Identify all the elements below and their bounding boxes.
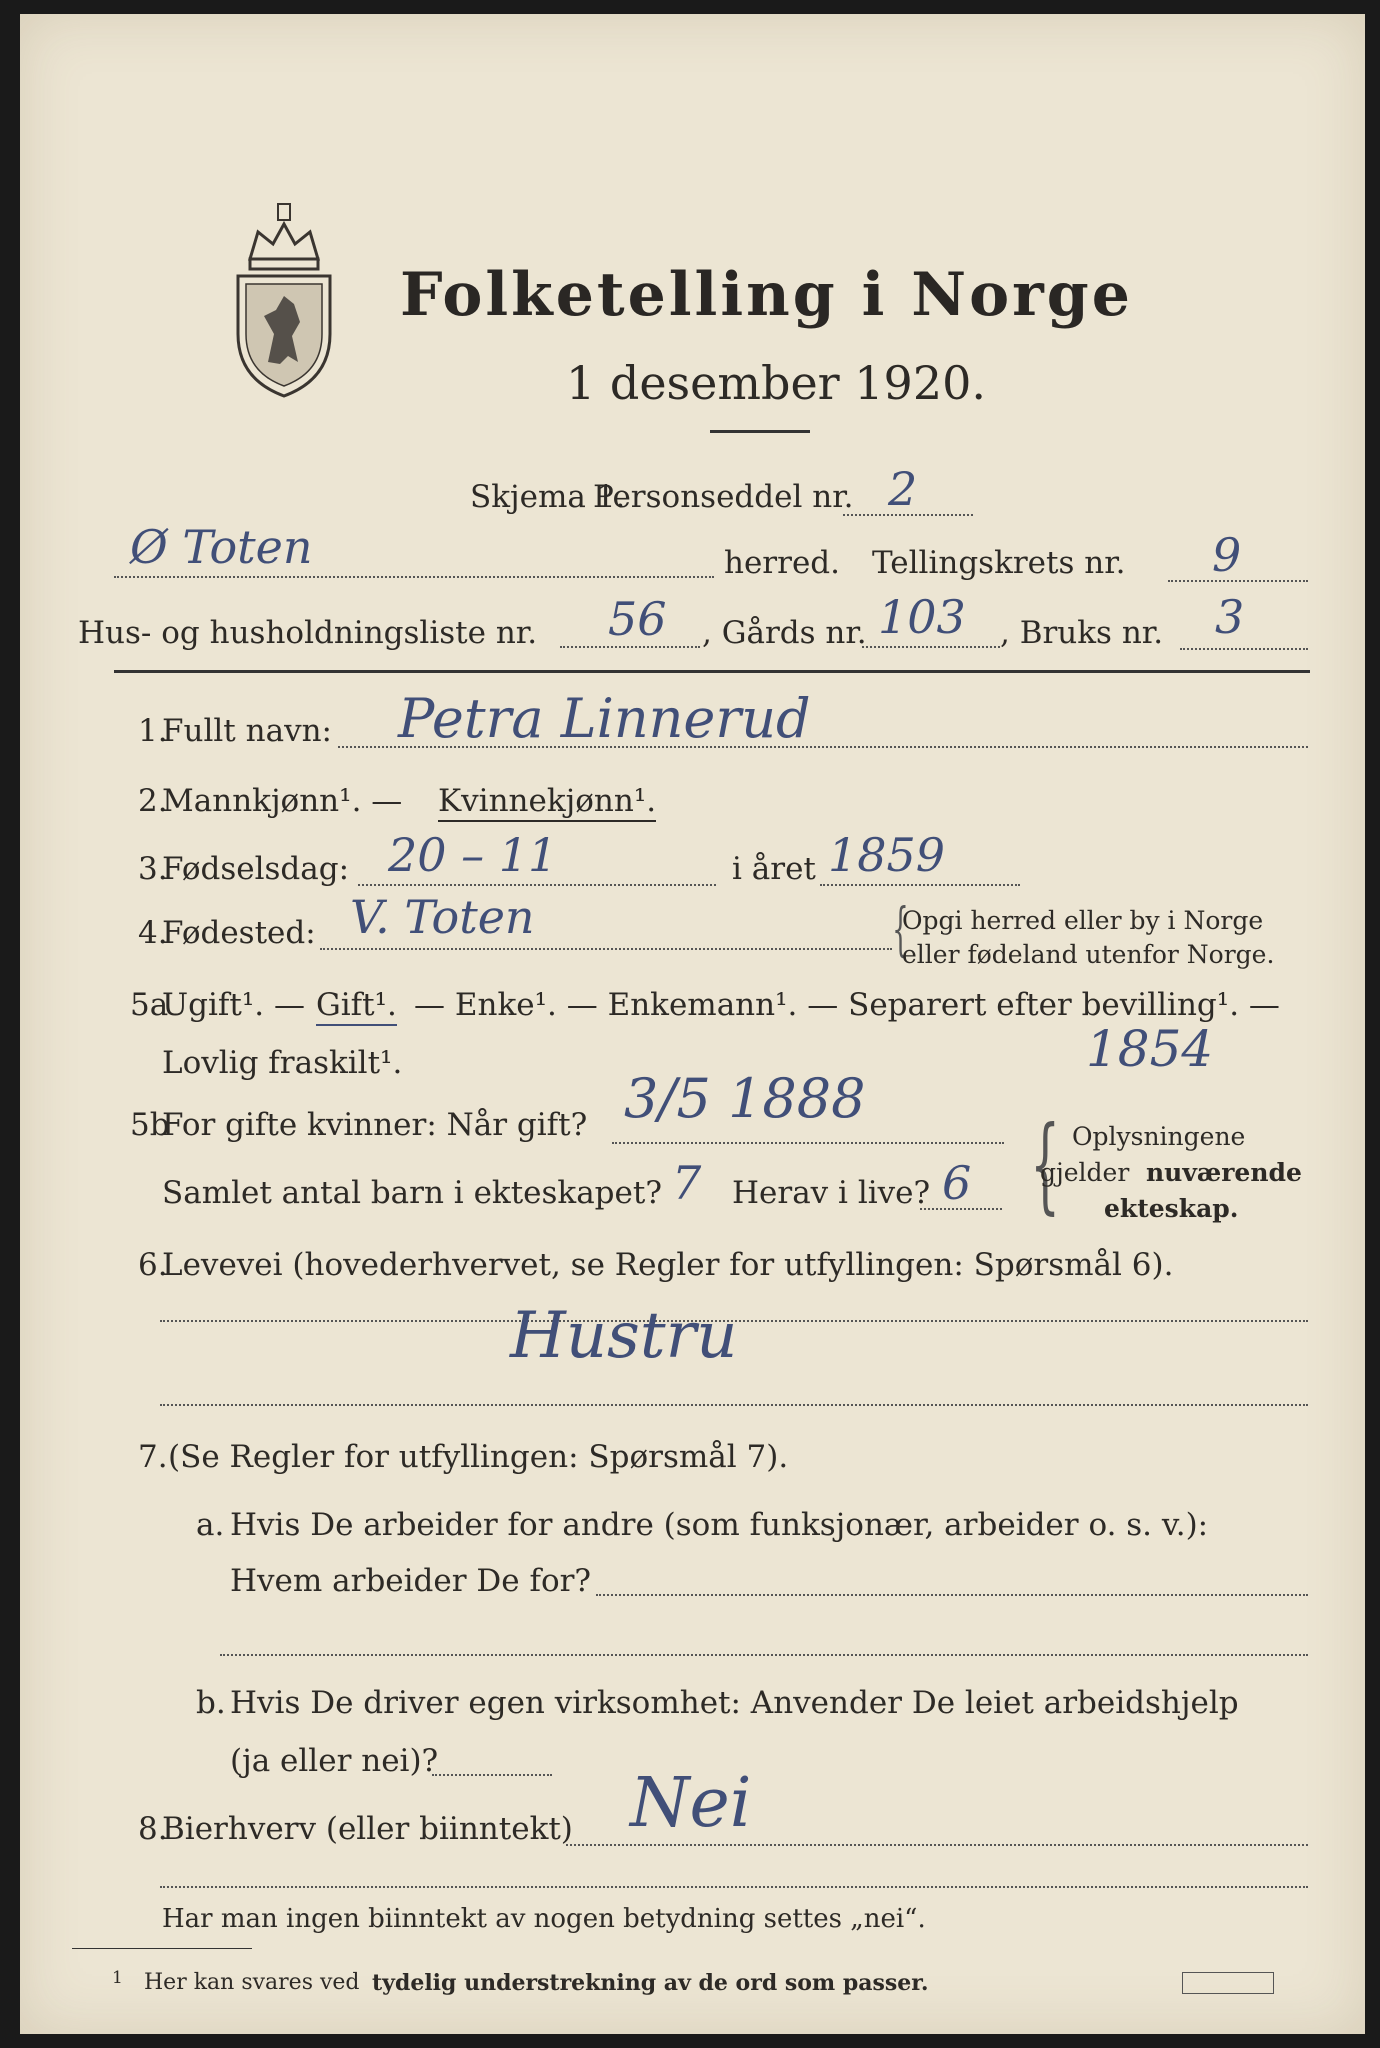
q5b-alive-label: Herav i live? xyxy=(732,1175,931,1211)
q6-label: Levevei (hovederhvervet, se Regler for utfyllingen: Spørsmål 6). xyxy=(162,1247,1174,1283)
header-separator xyxy=(114,670,1310,673)
personseddel-label: Personseddel nr. xyxy=(593,479,854,515)
q5b-alive-value[interactable]: 6 xyxy=(942,1156,972,1210)
q1-label: Fullt navn: xyxy=(162,713,332,749)
q5b-note-line2a: gjelder xyxy=(1040,1158,1130,1187)
hus-label: Hus- og husholdningsliste nr. xyxy=(78,615,538,651)
q5b-married-line xyxy=(612,1142,1004,1144)
q5b-number: 5b xyxy=(130,1107,170,1143)
form-title: Folketelling i Norge xyxy=(400,260,1133,330)
q4-line xyxy=(320,948,892,950)
q7a-label: Hvis De arbeider for andre (som funksjonær, arbeider o. s. v.): xyxy=(230,1507,1209,1543)
q4-note-line1: Opgi herred eller by i Norge xyxy=(902,906,1264,935)
herred-value[interactable]: Ø Toten xyxy=(130,520,313,574)
q7a-line2 xyxy=(220,1654,1308,1656)
q5a-ugift-option: Ugift¹. — xyxy=(162,987,305,1023)
q4-note-line2: eller fødeland utenfor Norge. xyxy=(902,940,1275,969)
q2-male-option: Mannkjønn¹. — xyxy=(162,783,403,819)
q5b-note-line1: Oplysningene xyxy=(1072,1122,1246,1151)
q4-birthplace[interactable]: V. Toten xyxy=(350,890,535,944)
q7b-letter: b. xyxy=(196,1685,226,1721)
footer-note: Har man ingen biinntekt av nogen betydning settes „nei“. xyxy=(162,1904,926,1934)
footnote-text-b: tydelig understrekning av de ord som passer. xyxy=(372,1970,929,1996)
q6-line2 xyxy=(160,1404,1308,1406)
footnote-rule xyxy=(72,1948,252,1949)
q5b-children-label: Samlet antal barn i ekteskapet? xyxy=(162,1175,662,1211)
q3-year-label: i året xyxy=(732,851,816,887)
q7b-line xyxy=(432,1774,552,1776)
hus-value[interactable]: 56 xyxy=(608,592,667,646)
q6-occupation[interactable]: Hustru xyxy=(510,1299,738,1373)
q7a-line1 xyxy=(596,1594,1308,1596)
bruks-line xyxy=(1180,648,1308,650)
q3-birth-year[interactable]: 1859 xyxy=(828,828,946,882)
herred-label: herred. xyxy=(724,545,840,581)
personseddel-value[interactable]: 2 xyxy=(888,462,918,516)
q4-brace: { xyxy=(892,895,909,963)
q5b-married-label: For gifte kvinner: Når gift? xyxy=(162,1107,588,1143)
printer-stamp xyxy=(1182,1972,1274,1994)
q6-number: 6. xyxy=(138,1247,168,1283)
hus-line xyxy=(560,646,700,648)
q5b-note-line3: ekteskap. xyxy=(1104,1194,1239,1223)
q5b-married-date[interactable]: 3/5 1888 xyxy=(624,1067,866,1130)
census-date: 1 desember 1920. xyxy=(566,356,986,410)
title-divider xyxy=(710,430,810,433)
q3-year-line xyxy=(820,884,1020,886)
q3-line xyxy=(358,884,716,886)
bruks-label: , Bruks nr. xyxy=(1000,615,1164,651)
skjema-label: Skjema 1. xyxy=(470,479,626,515)
norway-coat-of-arms-icon xyxy=(228,184,358,404)
gards-line xyxy=(862,646,1000,648)
q7b-label2: (ja eller nei)? xyxy=(230,1743,439,1779)
q7a-letter: a. xyxy=(196,1507,225,1543)
q4-number: 4. xyxy=(138,915,168,951)
footnote-number: 1 xyxy=(112,1968,123,1988)
tellingskrets-value[interactable]: 9 xyxy=(1212,528,1242,582)
q8-side-income[interactable]: Nei xyxy=(630,1764,752,1843)
q2-number: 2. xyxy=(138,783,168,819)
q5a-number: 5a xyxy=(130,987,169,1023)
q8-line1 xyxy=(566,1844,1308,1846)
gards-label: , Gårds nr. xyxy=(702,615,867,651)
tellingskrets-label: Tellingskrets nr. xyxy=(872,545,1126,581)
q5a-gift-option[interactable]: Gift¹. xyxy=(316,990,397,1026)
gards-value[interactable]: 103 xyxy=(878,590,966,644)
q5a-other-options: — Enke¹. — Enkemann¹. — Separert efter bevilling¹. — xyxy=(414,987,1280,1023)
q7-label: (Se Regler for utfyllingen: Spørsmål 7). xyxy=(168,1439,789,1475)
q7b-label: Hvis De driver egen virksomhet: Anvender De leiet arbeidshjelp xyxy=(230,1685,1239,1721)
q5b-note-line2b: nuværende xyxy=(1146,1158,1302,1187)
q7a-label2: Hvem arbeider De for? xyxy=(230,1563,592,1599)
q5b-children-value[interactable]: 7 xyxy=(672,1156,702,1210)
q8-line2 xyxy=(160,1886,1308,1888)
q3-number: 3. xyxy=(138,851,168,887)
q3-label: Fødselsdag: xyxy=(162,851,350,887)
q4-label: Fødested: xyxy=(162,915,316,951)
footnote-text-a: Her kan svares ved xyxy=(144,1970,360,1995)
q1-full-name[interactable]: Petra Linnerud xyxy=(398,687,811,750)
bruks-value[interactable]: 3 xyxy=(1215,590,1245,644)
herred-line xyxy=(114,576,714,578)
q8-label: Bierhverv (eller biinntekt) xyxy=(162,1811,573,1847)
q2-female-option[interactable]: Kvinnekjønn¹. xyxy=(438,786,656,822)
census-form-page xyxy=(20,14,1365,2034)
q5a-fraskilt-option: Lovlig fraskilt¹. xyxy=(162,1045,403,1081)
q8-number: 8. xyxy=(138,1811,168,1847)
q1-number: 1. xyxy=(138,713,168,749)
q5b-brace: { xyxy=(1030,1103,1060,1225)
q5a-extra-year[interactable]: 1854 xyxy=(1086,1020,1214,1078)
q3-birthday[interactable]: 20 – 11 xyxy=(388,828,558,882)
q7-number: 7. xyxy=(138,1439,168,1475)
